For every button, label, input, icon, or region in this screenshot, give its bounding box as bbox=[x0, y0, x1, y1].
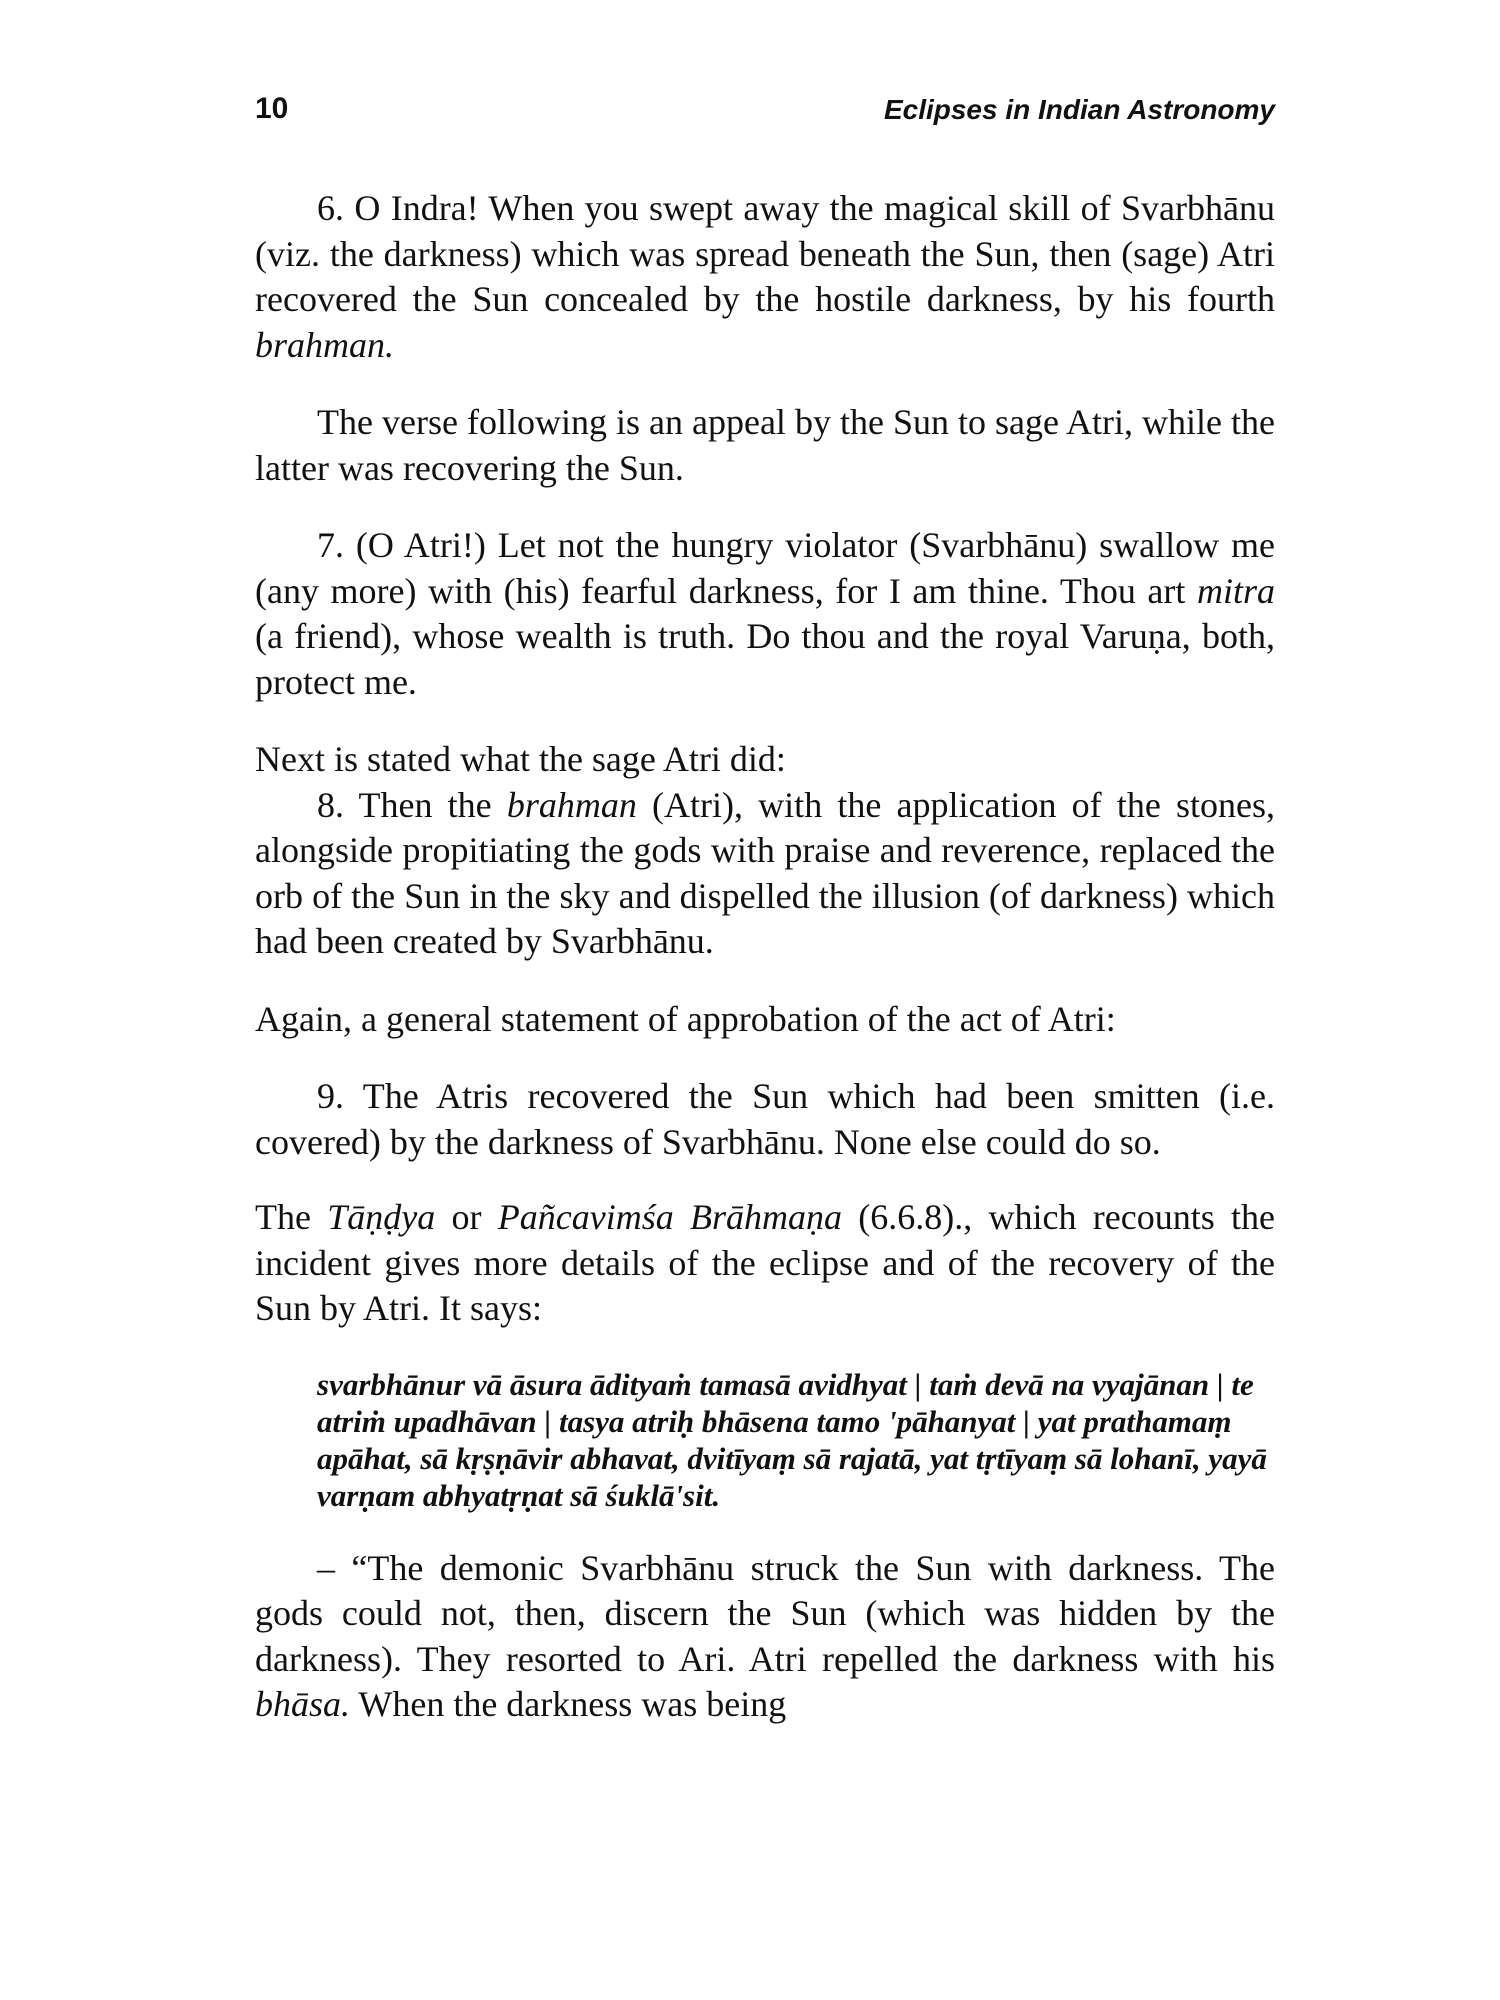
italic-term: mitra bbox=[1196, 570, 1275, 611]
page-header bbox=[255, 92, 1275, 132]
paragraph-verse-8 bbox=[255, 783, 1275, 965]
paragraph-text: 7. (O Atri!) Let not the hungry violator (Svarbhānu) swallow me (any more) with (his) fearful darkness, for I am thine. Thou art bbox=[255, 525, 1275, 611]
paragraph-text: When the darkness was being bbox=[350, 1684, 787, 1724]
running-title: Eclipses in Indian Astronomy bbox=[883, 94, 1275, 125]
paragraph-tandya-intro bbox=[255, 1195, 1275, 1332]
italic-term: brahman bbox=[506, 784, 637, 825]
paragraph-text: The bbox=[255, 1197, 328, 1237]
paragraph-text: (Atri), with the application of the stones, alongside propitiating the gods with praise and reverence, replaced the orb of the Sun in the sky and dispelled the illusion (of darkness) which had been created by Svarbhānu. bbox=[255, 784, 1275, 961]
sanskrit-quotation: svarbhānur vā āsura ādityaṁ tamasā avidhyat | taṁ devā na vyajānan | te atriṁ upadhāvan | tasya atriḥ bhāsena tamo 'pāhanyat | yat prathamaṃ apāhat, sā kṛṣṇāvir abhavat, dvitīyaṃ sā rajatā, yat tṛtīyaṃ sā lohanī, yayā varṇam abhyatṛṇat sā śuklā'sit. bbox=[317, 1366, 1267, 1513]
italic-term: brahman. bbox=[255, 324, 395, 365]
paragraph-verse-7 bbox=[255, 523, 1275, 705]
paragraph-appeal-intro: The verse following is an appeal by the Sun to sage Atri, while the latter was recovering the Sun. bbox=[255, 402, 1275, 488]
page-number: 10 bbox=[255, 92, 289, 125]
paragraph-next-stated: Next is stated what the sage Atri did: bbox=[255, 739, 786, 779]
paragraph-approbation: Again, a general statement of approbation of the act of Atri: bbox=[255, 998, 1116, 1039]
italic-title: Tāṇḍya bbox=[327, 1197, 436, 1237]
italic-title: Pañcavimśa Brāhmaṇa bbox=[497, 1197, 843, 1237]
paragraph-text: – “The demonic Svarbhānu struck the Sun with darkness. The gods could not, then, discern the Sun (which was hidden by the darkness). They resorted to Ari. Atri repelled the darkness with his bbox=[255, 1547, 1275, 1679]
paragraph-verse-6 bbox=[255, 186, 1275, 368]
paragraph-text: (6.6.8)., which recounts the incident gives more details of the eclipse and of the recovery of the Sun by Atri. It says: bbox=[255, 1197, 1275, 1328]
paragraph-text: or bbox=[435, 1197, 498, 1237]
italic-term: bhāsa. bbox=[255, 1684, 351, 1724]
paragraph-text: (a friend), whose wealth is truth. Do thou and the royal Varuṇa, both, protect me. bbox=[255, 616, 1275, 702]
main-text bbox=[255, 186, 1275, 1728]
paragraph-translation bbox=[255, 1546, 1275, 1728]
paragraph-text: 6. O Indra! When you swept away the magical skill of Svarbhānu (viz. the darkness) which was spread beneath the Sun, then (sage) Atri recovered the Sun concealed by the hostile darkness, by his fourth bbox=[255, 188, 1275, 319]
paragraph-verse-9: 9. The Atris recovered the Sun which had been smitten (i.e. covered) by the darkness of Svarbhānu. None else could do so. bbox=[255, 1076, 1275, 1162]
paragraph-text: 8. Then the bbox=[317, 784, 507, 825]
